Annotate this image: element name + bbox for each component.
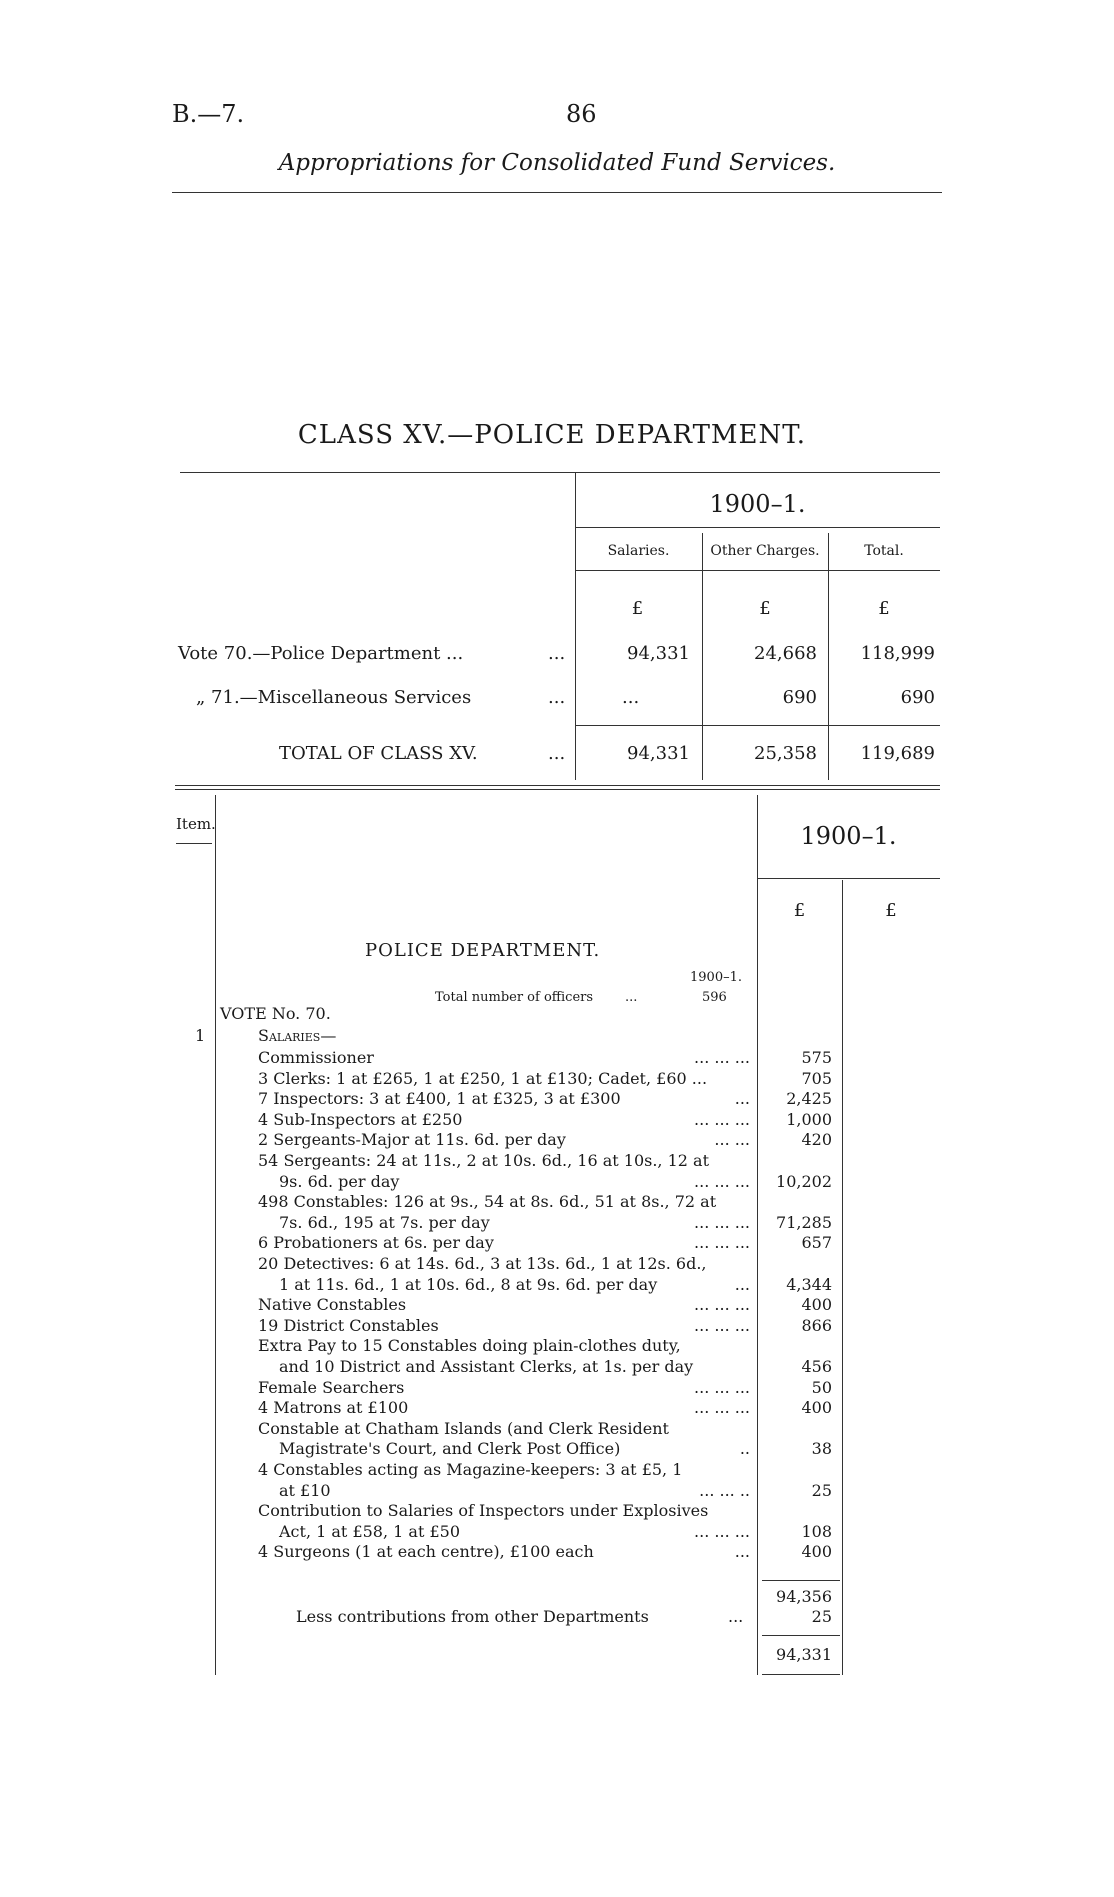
- summary-bottom-rule-2: [175, 789, 940, 790]
- summary-year-rule: [575, 527, 940, 528]
- officers-label: Total number of officers: [435, 990, 594, 1005]
- salary-line-leader: ... ... ...: [694, 1315, 750, 1335]
- salary-line-amount: 38: [811, 1439, 832, 1459]
- salary-line-text: 4 Constables acting as Magazine-keepers: 3 at £5, 1: [258, 1460, 683, 1479]
- salary-line-amount: 108: [801, 1521, 832, 1541]
- salary-line-text: Constable at Chatham Islands (and Clerk Resident: [258, 1418, 669, 1438]
- currency-salaries: £: [631, 598, 644, 619]
- salary-line-leader: ... ... ...: [694, 1171, 750, 1191]
- item-header-rule: [176, 843, 212, 844]
- summary-year: 1900–1.: [709, 490, 806, 518]
- summary-colhead-rule: [575, 570, 940, 571]
- salary-line-text: 4 Sub-Inspectors at £250: [258, 1109, 463, 1129]
- salary-line-text: 20 Detectives: 6 at 14s. 6d., 3 at 13s. 6d., 1 at 12s. 6d.,: [258, 1254, 707, 1273]
- net-bottom-rule: [762, 1674, 840, 1675]
- summary-total-other: 25,358: [754, 743, 817, 764]
- salary-line-amount: 575: [801, 1048, 832, 1067]
- salary-line-leader: ... ... ...: [694, 1048, 750, 1067]
- summary-total-total: 119,689: [860, 743, 935, 764]
- salary-line-amount: 456: [801, 1357, 832, 1376]
- salary-line-leader: ... ... ..: [699, 1480, 750, 1500]
- salary-line-text: 4 Surgeons (1 at each centre), £100 each: [258, 1542, 594, 1562]
- summary-row-label: Vote 70.—Police Department ...: [178, 643, 464, 664]
- salary-line-amount: 400: [801, 1398, 832, 1418]
- salary-line-leader: ... ... ...: [694, 1398, 750, 1418]
- amount-divider: [757, 795, 758, 1675]
- currency-total: £: [878, 598, 890, 619]
- col-salaries: Salaries.: [607, 543, 670, 559]
- subtotal: 94,356: [776, 1587, 832, 1606]
- salary-line-text: Extra Pay to 15 Constables doing plain-clothes duty,: [258, 1336, 681, 1356]
- summary-row-salaries: 94,331: [627, 643, 690, 664]
- less-label: Less contributions from other Departments: [296, 1607, 649, 1626]
- summary-row-total: 690: [900, 687, 935, 708]
- salary-line-text: 7s. 6d., 195 at 7s. per day: [279, 1212, 490, 1232]
- salary-line-amount: 420: [801, 1130, 832, 1150]
- salary-line-text: 1 at 11s. 6d., 1 at 10s. 6d., 8 at 9s. 6d. per day: [279, 1274, 658, 1294]
- amount-divider-2: [842, 880, 843, 1675]
- salary-line-amount: 400: [801, 1295, 832, 1315]
- salary-line-text: Commissioner: [258, 1048, 374, 1067]
- summary-total-leader: ...: [548, 743, 566, 764]
- net-rule: [762, 1635, 840, 1636]
- salary-line-text: 4 Matrons at £100: [258, 1398, 409, 1418]
- summary-row-other: 24,668: [754, 643, 817, 664]
- summary-total-salaries: 94,331: [627, 743, 690, 764]
- summary-row-leader: ...: [548, 643, 566, 664]
- salary-line-text: and 10 District and Assistant Clerks, at 1s. per day: [279, 1357, 694, 1376]
- salary-line-leader: ...: [734, 1542, 750, 1562]
- salary-line-amount: 400: [801, 1542, 832, 1562]
- summary-divider: [575, 472, 576, 780]
- net-total: 94,331: [776, 1645, 832, 1664]
- salary-line-leader: ... ... ...: [694, 1109, 750, 1129]
- summary-row-leader: ...: [548, 687, 566, 708]
- summary-top-rule: [180, 472, 940, 473]
- salary-line-amount: 657: [801, 1233, 832, 1253]
- salary-line-text: Magistrate's Court, and Clerk Post Office): [279, 1439, 621, 1459]
- salary-line-text: Native Constables: [258, 1295, 407, 1315]
- salaries-heading: Salaries—: [258, 1026, 337, 1045]
- estimates-year-rule: [757, 878, 940, 879]
- class-title: CLASS XV.—POLICE DEPARTMENT.: [297, 420, 807, 450]
- salary-line-text: 19 District Constables: [258, 1315, 439, 1335]
- less-leader: ...: [728, 1607, 744, 1626]
- officers-leader: ...: [625, 990, 638, 1005]
- salary-line-text: 7 Inspectors: 3 at £400, 1 at £325, 3 at £300: [258, 1089, 621, 1109]
- salary-line-leader: ... ... ...: [694, 1233, 750, 1253]
- page-id: B.—7.: [172, 100, 245, 128]
- salary-line-amount: 4,344: [786, 1274, 832, 1294]
- salary-line-leader: ... ... ...: [694, 1295, 750, 1315]
- salary-line-leader: ...: [734, 1274, 750, 1294]
- salary-line-text: 3 Clerks: 1 at £265, 1 at £250, 1 at £130; Cadet, £60 ...: [258, 1068, 708, 1088]
- salary-line-leader: ... ... ...: [694, 1377, 750, 1397]
- vote-label: VOTE No. 70.: [220, 1004, 331, 1023]
- header-rule: [172, 192, 942, 193]
- salary-line-leader: ...: [734, 1089, 750, 1109]
- item-divider: [215, 795, 216, 1675]
- officers-value: 596: [702, 990, 727, 1005]
- summary-bottom-rule: [175, 785, 940, 786]
- estimates-year: 1900–1.: [800, 822, 897, 850]
- summary-row-other: 690: [782, 687, 817, 708]
- salary-line-amount: 1,000: [786, 1109, 832, 1129]
- page-number: 86: [566, 100, 597, 128]
- salary-line-amount: 10,202: [776, 1171, 832, 1191]
- summary-total-label: TOTAL OF CLASS XV.: [279, 743, 478, 764]
- salary-line-amount: 25: [811, 1480, 832, 1500]
- salary-line-text: 54 Sergeants: 24 at 11s., 2 at 10s. 6d., 16 at 10s., 12 at: [258, 1151, 710, 1170]
- salary-line-leader: ..: [739, 1439, 750, 1459]
- salary-line-leader: ... ... ...: [694, 1212, 750, 1232]
- col-total: Total.: [864, 543, 904, 559]
- summary-row-salaries: ...: [622, 687, 640, 708]
- less-amount: 25: [811, 1607, 832, 1626]
- salary-line-text: at £10: [279, 1480, 331, 1500]
- officers-year: 1900–1.: [690, 970, 742, 985]
- salary-line-text: 2 Sergeants-Major at 11s. 6d. per day: [258, 1130, 566, 1150]
- salary-line-text: 498 Constables: 126 at 9s., 54 at 8s. 6d., 51 at 8s., 72 at: [258, 1192, 717, 1212]
- subtotal-rule: [762, 1580, 840, 1581]
- salary-line-text: Act, 1 at £58, 1 at £50: [279, 1521, 461, 1541]
- salary-line-text: Female Searchers: [258, 1377, 405, 1397]
- salary-line-text: 9s. 6d. per day: [279, 1171, 400, 1191]
- salary-line-amount: 866: [801, 1315, 832, 1335]
- salary-line-amount: 705: [801, 1068, 832, 1088]
- section-title: POLICE DEPARTMENT.: [365, 940, 601, 961]
- running-title: Appropriations for Consolidated Fund Services.: [278, 150, 836, 176]
- salary-line-leader: ... ...: [714, 1130, 750, 1150]
- summary-row-total: 118,999: [860, 643, 935, 664]
- salary-line-leader: ... ... ...: [694, 1521, 750, 1541]
- salary-line-amount: 71,285: [776, 1212, 832, 1232]
- col-other-charges: Other Charges.: [710, 543, 820, 559]
- salary-line-amount: 50: [811, 1377, 832, 1397]
- salary-line-text: Contribution to Salaries of Inspectors under Explosives: [258, 1501, 709, 1521]
- estimates-currency-2: £: [885, 900, 897, 921]
- estimates-currency-1: £: [793, 900, 806, 921]
- salary-line-amount: 2,425: [786, 1089, 832, 1109]
- item-header: Item.: [176, 815, 216, 833]
- item-number: 1: [195, 1026, 206, 1045]
- summary-row-label: „ 71.—Miscellaneous Services: [196, 687, 472, 708]
- salary-line-text: 6 Probationers at 6s. per day: [258, 1233, 494, 1253]
- currency-other: £: [759, 598, 771, 619]
- summary-total-rule: [575, 725, 940, 726]
